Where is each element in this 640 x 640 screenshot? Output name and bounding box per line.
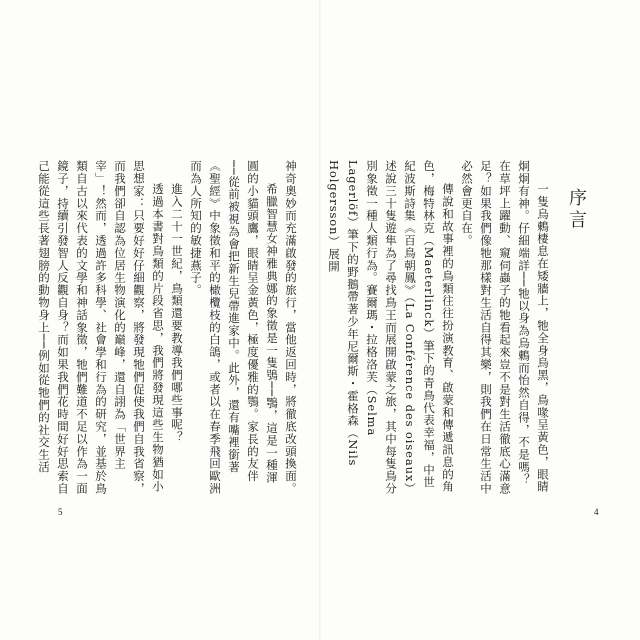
right-page	[320, 0, 640, 640]
paragraph: 透過本書對鳥類的片段省思，我們將發現這些生物猶如小思想家：只要好好仔細觀察，將發現牠們促使我們自我省察，而我們卻自認為位居生物演化的巔峰，還自詡為「世界主宰」！然而，透過許多科學、社會學和行為的研究，並基於鳥類自古以來代表的文學和神話象徵，牠們難道不足以作為一面鏡子，持續引發智人反觀自身？而如果我們花時間好好思索自己能從這些長著翅膀的動物身上──例如從牠們的社交生活	[37, 160, 165, 495]
paragraph: 神奇奧妙而充滿啟發的旅行，當他返回時，將徹底改頭換面。	[284, 160, 298, 495]
chapter-title: 序言	[566, 188, 587, 232]
paragraph: 一隻烏鶇棲息在矮牆上，牠全身烏黑，鳥喙呈黃色，眼睛炯炯有神。仔細端詳──牠以身為烏鶇而怡然自得，不是嗎？在草坪上躍動、窺伺蟲子的牠看起來豈不是對生活徹底心滿意足？如果我們像牠那樣對生活自得其樂，則我們在日常生活中必然會更自在。	[460, 160, 550, 495]
right-page-text	[329, 160, 552, 495]
page-number: 5	[58, 507, 63, 517]
paragraph: 傳說和故事裡的鳥類往往扮演教育、啟蒙和傳遞訊息的角色，梅特林克（Maeterlinck）筆下的青鳥代表幸福，中世紀波斯詩集《百鳥朝鳳》（La Conférence des oiseaux）述說三十隻遊隼為了尋找鳥王而展開啟蒙之旅，其中每隻鳥分別象徵一種人類行為。賽爾瑪・拉格洛芙（Selma Lagerlöf）筆下的野鵝帶著少年尼爾斯・霍格森（Nils Holgersson）展開	[327, 160, 455, 495]
paragraph: 希臘智慧女神雅典娜的象徵是一隻鴞──鶚，這是一種渾圓的小貓頭鷹，眼睛呈金黃色，極度優雅的鶚。家長的友伴──從前被視為會把新生兒帶進家中。此外，還有嘴裡銜著《聖經》中象徵和平的橄欖枝的白鴿，或者以在春季飛回歐洲而為人所知的敏捷燕子。	[189, 160, 279, 495]
paragraph: 進入二十一世紀，鳥類還要教導我們哪些事呢？	[170, 183, 184, 444]
left-page-text	[37, 160, 300, 495]
page-number: 4	[594, 507, 599, 517]
